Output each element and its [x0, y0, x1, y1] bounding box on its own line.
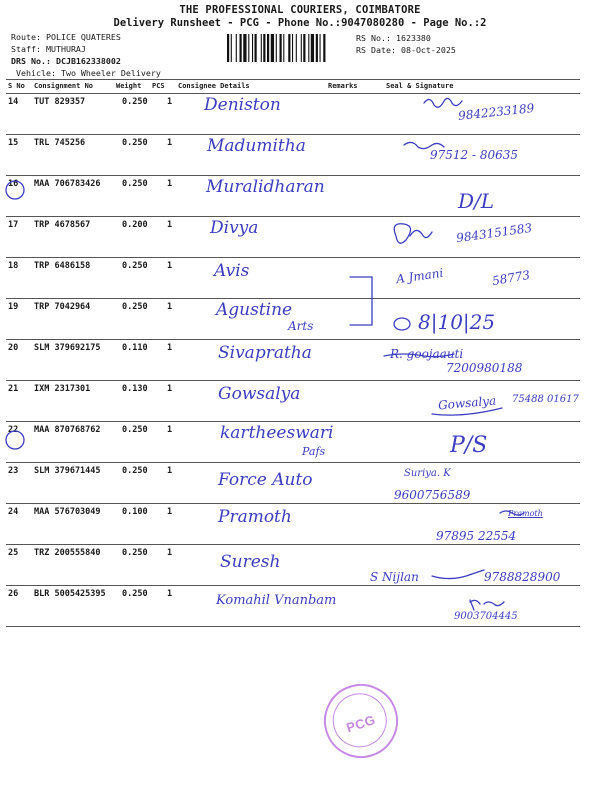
- consignee-name: Suresh: [220, 552, 281, 572]
- signature-prefix: S Nijlan: [370, 570, 419, 584]
- cell-consignment: TUT 829357: [34, 97, 86, 107]
- cell-consignment: TRP 4678567: [34, 220, 91, 230]
- stamp-text: PCG: [344, 711, 378, 736]
- cell-sno: 14: [8, 97, 19, 107]
- signature-text: P/S: [450, 433, 488, 458]
- cell-pcs: 1: [167, 261, 173, 271]
- col-pcs: PCS: [152, 82, 165, 90]
- cell-weight: 0.110: [122, 343, 148, 353]
- cell-consignment: IXM 2317301: [34, 384, 91, 394]
- consignee-name: Divya: [210, 218, 259, 238]
- cell-pcs: 1: [167, 384, 173, 394]
- cell-consignment: MAA 870768762: [34, 425, 101, 435]
- runsheet-subtitle: Delivery Runsheet - PCG - Phone No.:9047080280 - Page No.:2: [113, 17, 487, 29]
- signature-text: D/L: [458, 189, 495, 213]
- cell-pcs: 1: [167, 220, 173, 230]
- cell-consignment: MAA 706783426: [34, 179, 101, 189]
- col-sno: S No: [8, 82, 25, 90]
- consignee-name: kartheeswari: [220, 423, 334, 443]
- rs-number: RS No.: 1623380: [356, 33, 431, 43]
- signature-text: 97895 22554: [436, 529, 517, 543]
- cell-sno: 15: [8, 138, 19, 148]
- signature-text: 9600756589: [394, 488, 471, 502]
- cell-weight: 0.250: [122, 302, 148, 312]
- cell-pcs: 1: [167, 179, 173, 189]
- cell-sno: 26: [8, 589, 19, 599]
- signature-text: 9003704445: [454, 611, 518, 622]
- consignee-name: Madumitha: [207, 136, 306, 156]
- col-consignee: Consignee Details: [178, 82, 250, 90]
- cell-sno: 16: [8, 179, 19, 189]
- cell-pcs: 1: [167, 507, 173, 517]
- cell-weight: 0.130: [122, 384, 148, 394]
- cell-pcs: 1: [167, 138, 173, 148]
- signature-text: 9843151583: [455, 220, 533, 246]
- company-title: THE PROFESSIONAL COURIERS, COIMBATORE: [179, 4, 421, 16]
- cell-weight: 0.100: [122, 507, 148, 517]
- cell-sno: 24: [8, 507, 19, 517]
- rs-date: RS Date: 08-Oct-2025: [356, 45, 456, 55]
- stamp-inner-ring: [326, 686, 394, 754]
- consignee-name: Agustine: [216, 300, 293, 320]
- signature-text: 7200980188: [446, 361, 523, 375]
- cell-weight: 0.250: [122, 589, 148, 599]
- cell-sno: 23: [8, 466, 19, 476]
- signature-text: 97512 - 80635: [430, 148, 519, 162]
- cell-consignment: MAA 576703049: [34, 507, 101, 517]
- signature-prefix: Suriya. K: [404, 468, 451, 479]
- consignee-name: Muralidharan: [206, 177, 325, 197]
- consignee-name: Komahil Vnanbam: [216, 593, 337, 608]
- cell-weight: 0.200: [122, 220, 148, 230]
- col-signature: Seal & Signature: [386, 82, 454, 90]
- signature-prefix: Pramoth: [508, 509, 543, 518]
- col-weight: Weight: [116, 82, 142, 90]
- col-consignment: Consignment No: [34, 82, 94, 90]
- cell-sno: 18: [8, 261, 19, 271]
- consignee-name: Pramoth: [218, 507, 292, 527]
- cell-sno: 19: [8, 302, 19, 312]
- drs-number: DRS No.: DCJB162338002: [11, 56, 121, 66]
- cell-weight: 0.250: [122, 179, 148, 189]
- cell-consignment: TRL 745256: [34, 138, 86, 148]
- cell-weight: 0.250: [122, 548, 148, 558]
- cell-consignment: SLM 379692175: [34, 343, 101, 353]
- cell-consignment: TRZ 200555840: [34, 548, 101, 558]
- consignee-name: Avis: [214, 261, 250, 281]
- cell-weight: 0.250: [122, 425, 148, 435]
- consignee-name: Deniston: [204, 95, 281, 115]
- signature-text: 75488 01617: [512, 394, 579, 405]
- cell-sno: 21: [8, 384, 19, 394]
- cell-pcs: 1: [167, 589, 173, 599]
- cell-consignment: TRP 7042964: [34, 302, 91, 312]
- vehicle-label: Vehicle: Two Wheeler Delivery: [16, 68, 161, 78]
- signature-text: 8|10|25: [418, 310, 496, 334]
- cell-pcs: 1: [167, 343, 173, 353]
- cell-sno: 25: [8, 548, 19, 558]
- cell-sno: 20: [8, 343, 19, 353]
- consignee-name: Sivapratha: [218, 343, 312, 363]
- signature-prefix: Gowsalya: [437, 393, 497, 413]
- cell-pcs: 1: [167, 466, 173, 476]
- cell-pcs: 1: [167, 302, 173, 312]
- col-remarks: Remarks: [328, 82, 358, 90]
- cell-weight: 0.250: [122, 466, 148, 476]
- signature-text: 9842233189: [457, 101, 535, 123]
- cell-weight: 0.250: [122, 97, 148, 107]
- cell-consignment: TRP 6486158: [34, 261, 91, 271]
- cell-sno: 17: [8, 220, 19, 230]
- signature-text: 9788828900: [484, 570, 561, 584]
- consignee-note: Arts: [288, 319, 314, 333]
- staff-label: Staff: MUTHURAJ: [11, 44, 86, 54]
- cell-pcs: 1: [167, 97, 173, 107]
- consignee-name: Force Auto: [218, 470, 313, 490]
- consignee-name: Gowsalya: [218, 384, 301, 404]
- cell-sno: 22: [8, 425, 19, 435]
- delivery-note: A Jmani: [395, 265, 445, 287]
- cell-weight: 0.250: [122, 261, 148, 271]
- cell-consignment: SLM 379671445: [34, 466, 101, 476]
- cell-pcs: 1: [167, 548, 173, 558]
- cell-pcs: 1: [167, 425, 173, 435]
- route-label: Route: POLICE QUATERES: [11, 32, 121, 42]
- signature-prefix: R. goojaauti: [390, 347, 464, 361]
- signature-text: 58773: [491, 267, 532, 289]
- consignee-note: Pafs: [302, 445, 326, 458]
- cell-weight: 0.250: [122, 138, 148, 148]
- cell-consignment: BLR 5005425395: [34, 589, 106, 599]
